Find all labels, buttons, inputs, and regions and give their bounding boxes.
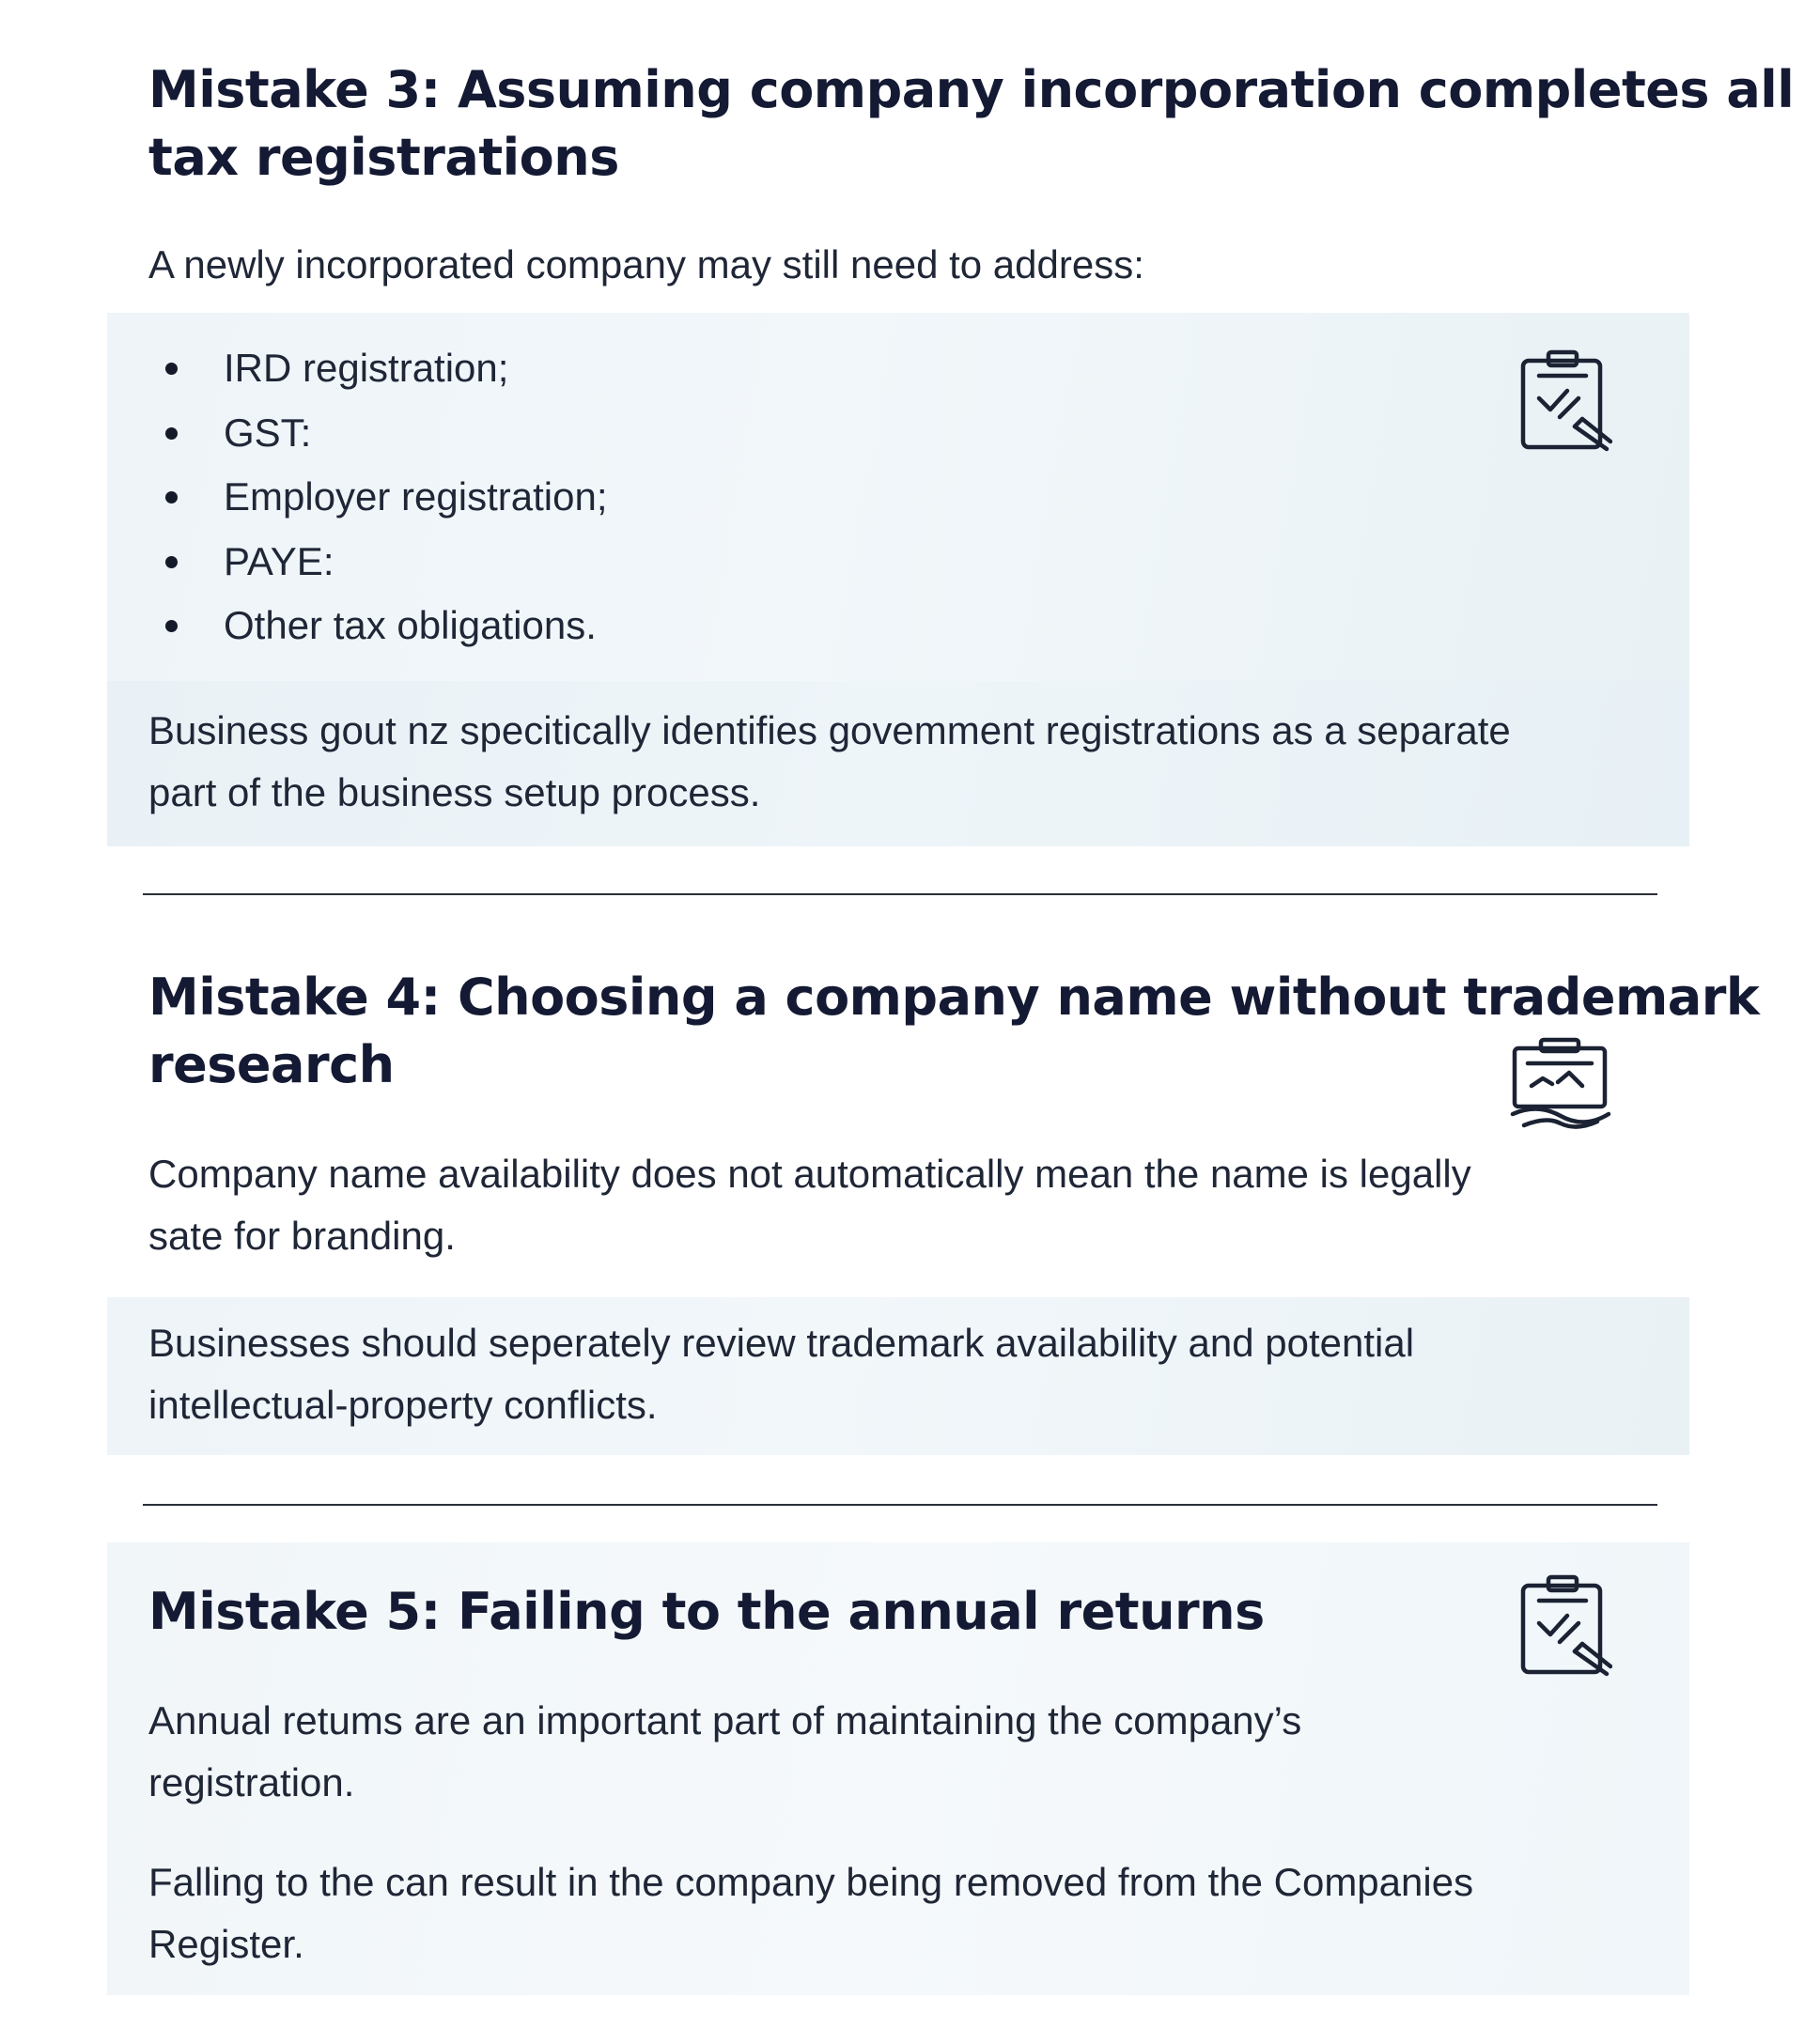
mistake-3-note: Business gout nz specitically identifies govemment registrations as a separate part of the business setup process.	[148, 708, 1511, 814]
bullet-icon	[165, 620, 178, 632]
mistake-5-heading: Mistake 5: Failing to the annual returns	[148, 1582, 1265, 1641]
list-item: IRD registration;	[148, 336, 608, 401]
mistake-4-heading-line-2: research	[148, 1035, 395, 1094]
section-divider	[143, 1504, 1657, 1506]
list-item: Employer registration;	[148, 465, 608, 530]
list-item: PAYE:	[148, 530, 608, 595]
section-divider	[143, 893, 1657, 895]
mistake-3-heading-line-2: tax registrations	[148, 128, 619, 187]
list-item: Other tax obligations.	[148, 594, 608, 658]
mistake-4-paragraph: Company name availability does not automatically mean the name is legally sate for branding.	[148, 1152, 1471, 1258]
mistake-3-heading-line-1: Mistake 3: Assuming company incorporation completes all	[148, 60, 1795, 119]
mistake-3-heading	[148, 56, 1794, 192]
mistake-5-paragraph-2: Falling to the can result in the company being removed from the Companies Register.	[148, 1860, 1474, 1966]
list-item: GST:	[148, 401, 608, 466]
certificate-icon	[1509, 1037, 1612, 1129]
bullet-icon	[165, 556, 178, 568]
bullet-icon	[165, 363, 178, 375]
mistake-5-paragraph-1: Annual retums are an important part of maintaining the company’s registration.	[148, 1698, 1302, 1804]
bullet-icon	[165, 427, 178, 440]
mistake-3-intro: A newly incorporated company may still need to address:	[148, 242, 1144, 286]
clipboard-check-icon	[1518, 349, 1612, 453]
clipboard-check-icon	[1518, 1574, 1612, 1678]
bullet-icon	[165, 491, 178, 503]
tax-obligations-list	[148, 336, 608, 658]
mistake-4-heading-line-1: Mistake 4: Choosing a company name without trademark	[148, 968, 1760, 1027]
mistake-4-note: Businesses should seperately review trademark availability and potential intellectual-property conflicts.	[148, 1321, 1415, 1427]
